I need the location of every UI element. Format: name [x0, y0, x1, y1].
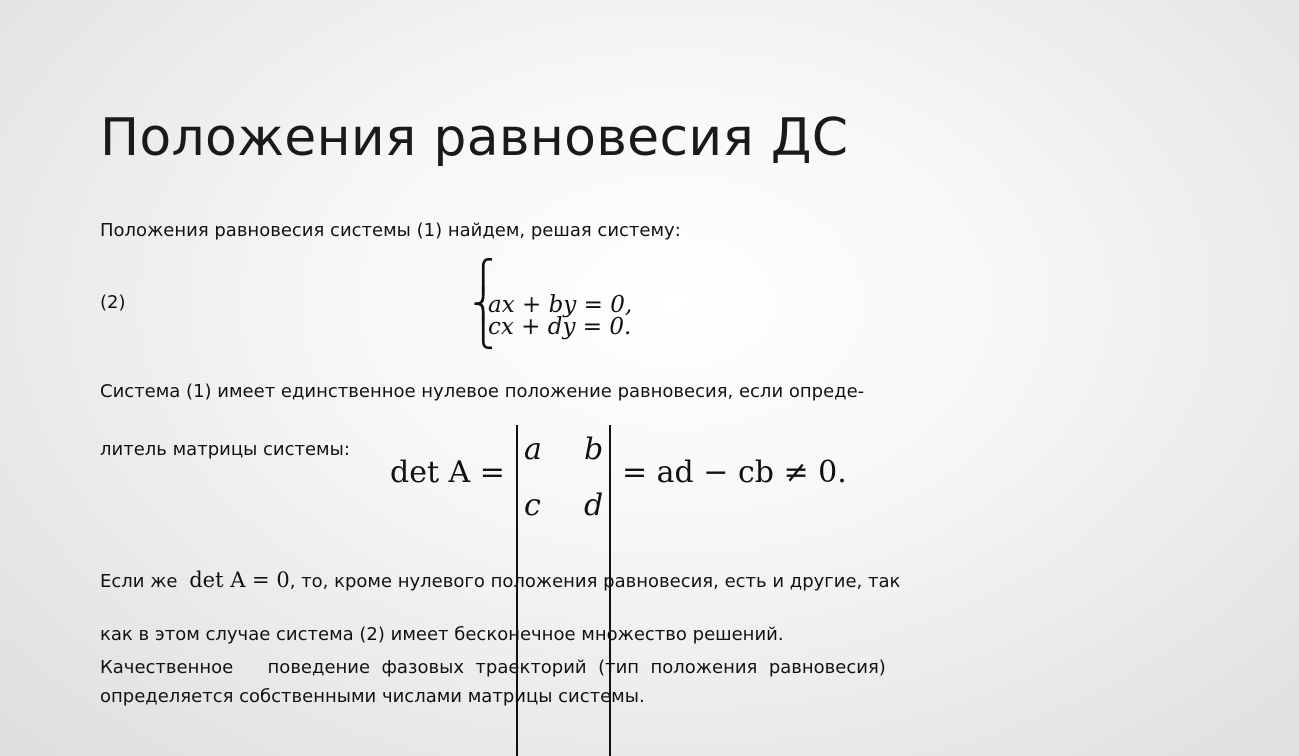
- left-brace-icon: ⎧: [472, 259, 495, 294]
- det-lhs: [390, 455, 505, 490]
- zero-case-line-1: [100, 568, 900, 592]
- det-rhs: = ad − cb ≠ 0.: [622, 455, 847, 490]
- slide-title: Положения равновесия ДС: [100, 108, 849, 168]
- zero-case-math: det A = 0: [189, 568, 290, 592]
- zero-case-line-2: как в этом случае система (2) имеет бесконечное множество решений.: [100, 624, 784, 645]
- system-equation-2: cx + dy = 0.: [488, 314, 632, 340]
- quality-line-1: [100, 657, 1040, 678]
- matrix-entry-d: d: [584, 488, 604, 523]
- matrix-entry-c: c: [524, 488, 541, 523]
- matrix-entry-b: b: [584, 432, 604, 467]
- matrix-entry-a: a: [524, 432, 542, 467]
- quality-line-2: определяется собственными числами матрицы системы.: [100, 686, 645, 707]
- system-equation-1: ax + by = 0,: [488, 292, 633, 318]
- left-brace-mid-icon: ⎨: [472, 287, 495, 322]
- zero-case-prefix: Если же: [100, 571, 178, 592]
- quality-line-1-text: Качественное поведение фазовых траекторий (тип положения равновесия): [100, 657, 886, 678]
- left-brace-bottom-icon: ⎩: [472, 315, 495, 350]
- zero-case-suffix: , то, кроме нулевого положения равновесия, есть и другие, так: [289, 571, 901, 592]
- intro-text: Положения равновесия системы (1) найдем, решая систему:: [100, 220, 681, 241]
- unique-equilibrium-line-2: литель матрицы системы:: [100, 439, 350, 460]
- equation-label: (2): [100, 292, 126, 313]
- det-lhs-text: det A =: [390, 455, 505, 490]
- unique-equilibrium-line-1: Система (1) имеет единственное нулевое положение равновесия, если опреде-: [100, 381, 865, 402]
